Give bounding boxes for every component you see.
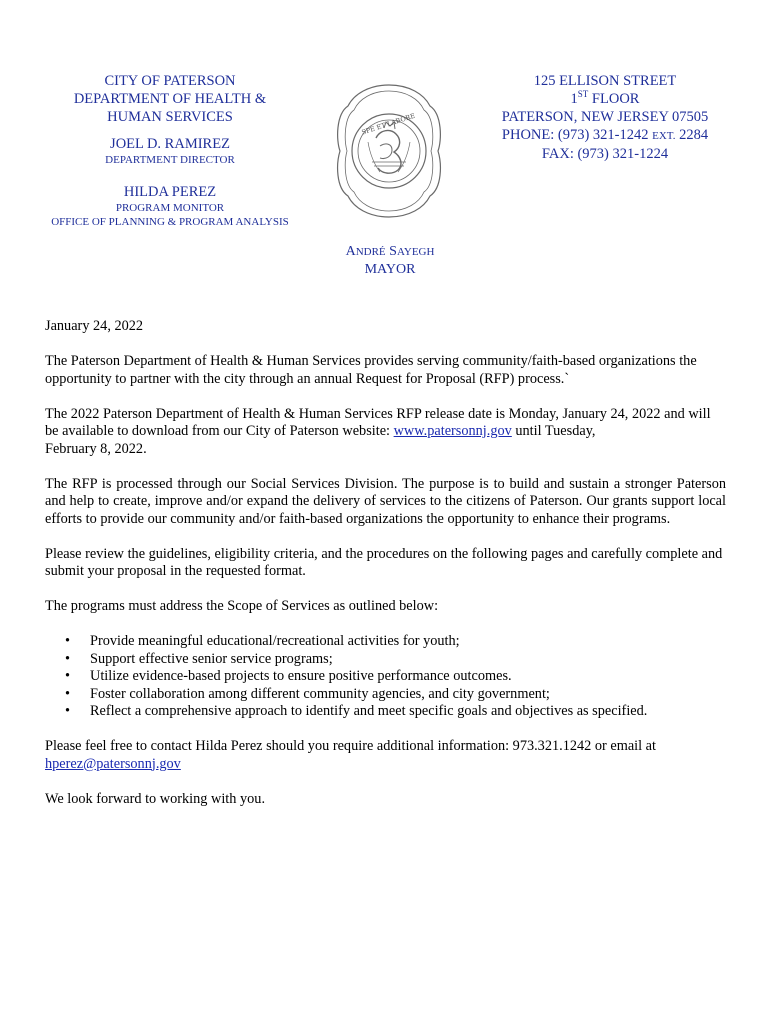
office-name: OFFICE OF PLANNING & PROGRAM ANALYSIS: [51, 216, 289, 228]
letter-body: [45, 318, 726, 826]
paragraph-release-date: The 2022 Paterson Department of Health & Human Services RFP release date is Monday, January 24, 2022 and will be available to download from our City of Paterson website: www.patersonnj.gov until Tuesday, February 8, 2022.: [45, 405, 711, 457]
department-name-line1: DEPARTMENT OF HEALTH &: [73, 91, 267, 107]
monitor-title: PROGRAM MONITOR: [115, 202, 225, 214]
list-item: • Foster collaboration among different community agencies, and city government;: [65, 685, 550, 702]
website-link[interactable]: www.patersonnj.gov: [393, 423, 512, 439]
fax-line: FAX: (973) 321-1224: [541, 146, 669, 162]
paragraph-closing: We look forward to working with you.: [45, 790, 266, 807]
department-header: [20, 72, 320, 229]
phone-line: PHONE: (973) 321-1242 EXT. 2284: [501, 127, 709, 143]
paragraph-contact: Please feel free to contact Hilda Perez should you require additional information: 973.321.1242 or email at hperez@patersonnj.gov: [45, 738, 657, 772]
department-name-line2: HUMAN SERVICES: [107, 109, 233, 125]
city-seal-icon: [334, 82, 444, 220]
svg-text:SPE ET LABORE: SPE ET LABORE: [360, 111, 417, 137]
list-item: • Support effective senior service programs;: [65, 650, 333, 667]
scope-list: [45, 633, 726, 721]
mayor-title: MAYOR: [364, 262, 416, 277]
paragraph-scope-intro: The programs must address the Scope of Services as outlined below:: [45, 598, 439, 614]
mayor-name: ANDRÉ SAYEGH: [345, 244, 435, 259]
mayor-block: [300, 243, 480, 279]
city-name: CITY OF PATERSON: [104, 73, 236, 89]
street-address: 125 ELLISON STREET: [533, 73, 677, 89]
city-state-zip: PATERSON, NEW JERSEY 07505: [501, 109, 709, 125]
director-name: JOEL D. RAMIREZ: [110, 136, 230, 152]
paragraph-guidelines: Please review the guidelines, eligibility criteria, and the procedures on the following pages and carefully complete and submit your proposal in the requested format.: [45, 545, 723, 579]
director-title: DEPARTMENT DIRECTOR: [105, 154, 235, 166]
address-block: [480, 72, 730, 163]
list-item: • Utilize evidence-based projects to ensure positive performance outcomes.: [65, 668, 512, 684]
paragraph-intro: The Paterson Department of Health & Human Services provides serving community/faith-based organizations the opportunity to partner with the city through an annual Request for Proposal (RFP) process.`: [45, 353, 697, 387]
letter-date: January 24, 2022: [45, 318, 144, 334]
list-item: • Reflect a comprehensive approach to identify and meet specific goals and objectives as specified.: [65, 703, 648, 719]
email-link[interactable]: hperez@patersonnj.gov: [45, 755, 181, 772]
paragraph-purpose: The RFP is processed through our Social Services Division. The purpose is to build and sustain a stronger Paterson and help to create, improve and/or expand the delivery of services to the citizens of Paterson. Our grants support local efforts to provide our community and/or faith-based organizations the opportunity to enhance their programs.: [45, 475, 726, 527]
floor-line: 1ST FLOOR: [570, 89, 640, 107]
list-item: • Provide meaningful educational/recreational activities for youth;: [65, 633, 460, 649]
monitor-name: HILDA PEREZ: [123, 184, 217, 200]
